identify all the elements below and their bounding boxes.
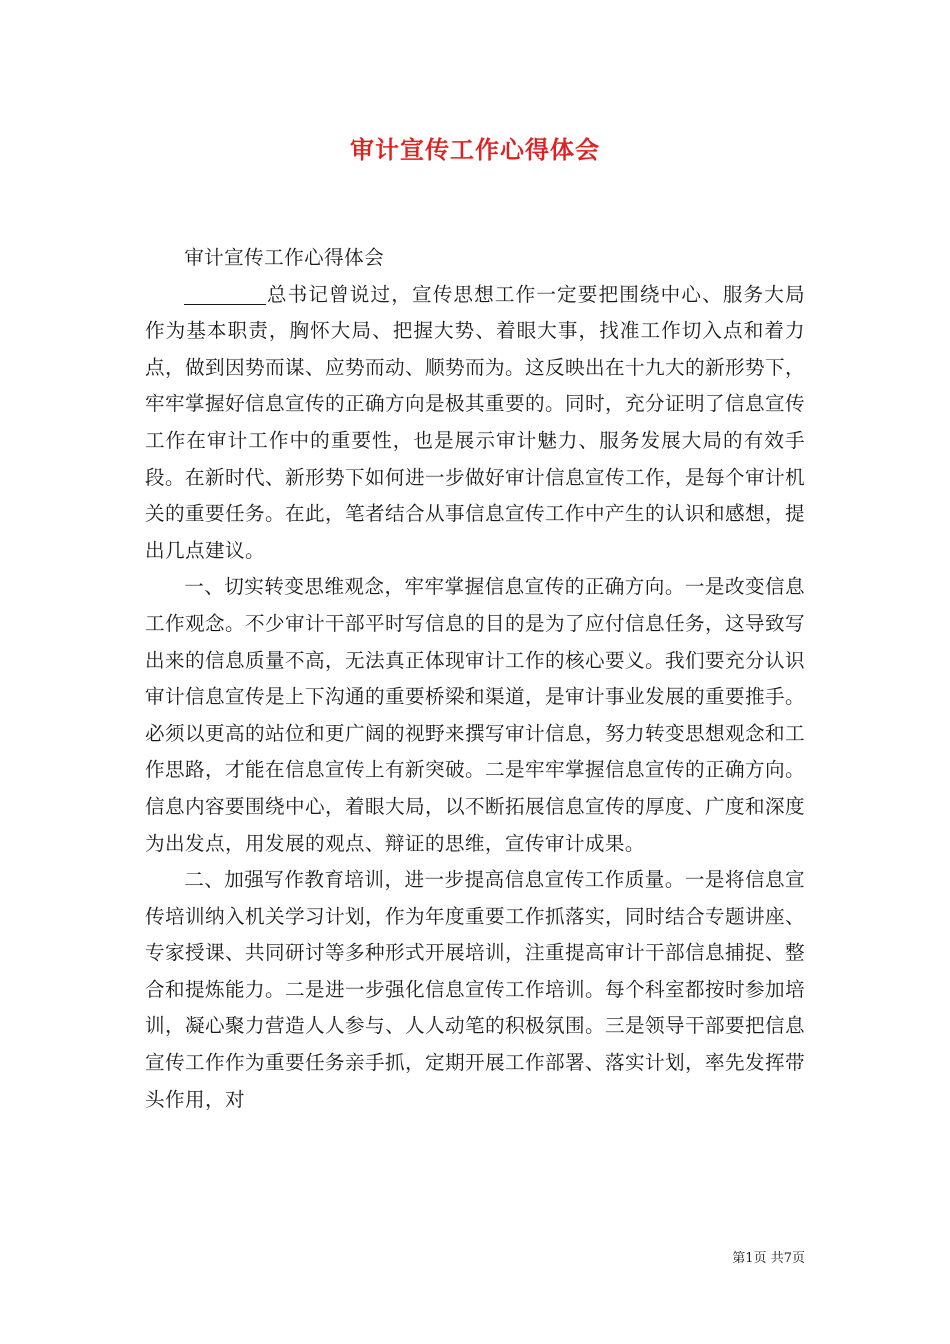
document-body [145, 240, 805, 1118]
paragraph-intro-text: 总书记曾说过，宣传思想工作一定要把围绕中心、服务大局作为基本职责，胸怀大局、把握大势、着眼大事，找准工作切入点和着力点，做到因势而谋、应势而动、顺势而为。这反映出在十九大的新形势下，牢牢掌握好信息宣传的正确方向是极其重要的。同时，充分证明了信息宣传工作在审计工作中的重要性，也是展示审计魅力、服务发展大局的有效手段。在新时代、新形势下如何进一步做好审计信息宣传工作，是每个审计机关的重要任务。在此，笔者结合从事信息宣传工作中产生的认识和感想，提出几点建议。 [145, 282, 805, 562]
paragraph-intro [145, 277, 805, 570]
document-subtitle: 审计宣传工作心得体会 [184, 246, 385, 269]
page-prefix: 第 [732, 1251, 746, 1266]
paragraph-section-two: 二、加强写作教育培训，进一步提高信息宣传工作质量。一是将信息宣传培训纳入机关学习计划，作为年度重要工作抓落实，同时结合专题讲座、专家授课、共同研讨等多种形式开展培训，注重提高审计干部信息捕捉、整合和提炼能力。二是进一步强化信息宣传工作培训。每个科室都按时参加培训，凝心聚力营造人人参与、人人动笔的积极氛围。三是领导干部要把信息宣传工作作为重要任务亲手抓，定期开展工作部署、落实计划，率先发挥带头作用，对 [145, 868, 805, 1111]
page-total: 7 [783, 1251, 792, 1266]
page-number [732, 1247, 805, 1266]
page-mid: 页 共 [753, 1251, 784, 1266]
page-suffix: 页 [791, 1251, 805, 1266]
document-title: 审计宣传工作心得体会 [350, 135, 600, 164]
paragraph-section-one: 一、切实转变思维观念，牢牢掌握信息宣传的正确方向。一是改变信息工作观念。不少审计干部平时写信息的目的是为了应付信息任务，这导致写出来的信息质量不高，无法真正体现审计工作的核心要义。我们要充分认识审计信息宣传是上下沟通的重要桥梁和渠道，是审计事业发展的重要推手。必须以更高的站位和更广阔的视野来撰写审计信息，努力转变思想观念和工作思路，才能在信息宣传上有新突破。二是牢牢掌握信息宣传的正确方向。信息内容要围绕中心，着眼大局，以不断拓展信息宣传的厚度、广度和深度为出发点，用发展的观点、辩证的思维，宣传审计成果。 [145, 575, 805, 855]
blank-underline [184, 282, 266, 305]
page-current: 1 [745, 1251, 754, 1266]
